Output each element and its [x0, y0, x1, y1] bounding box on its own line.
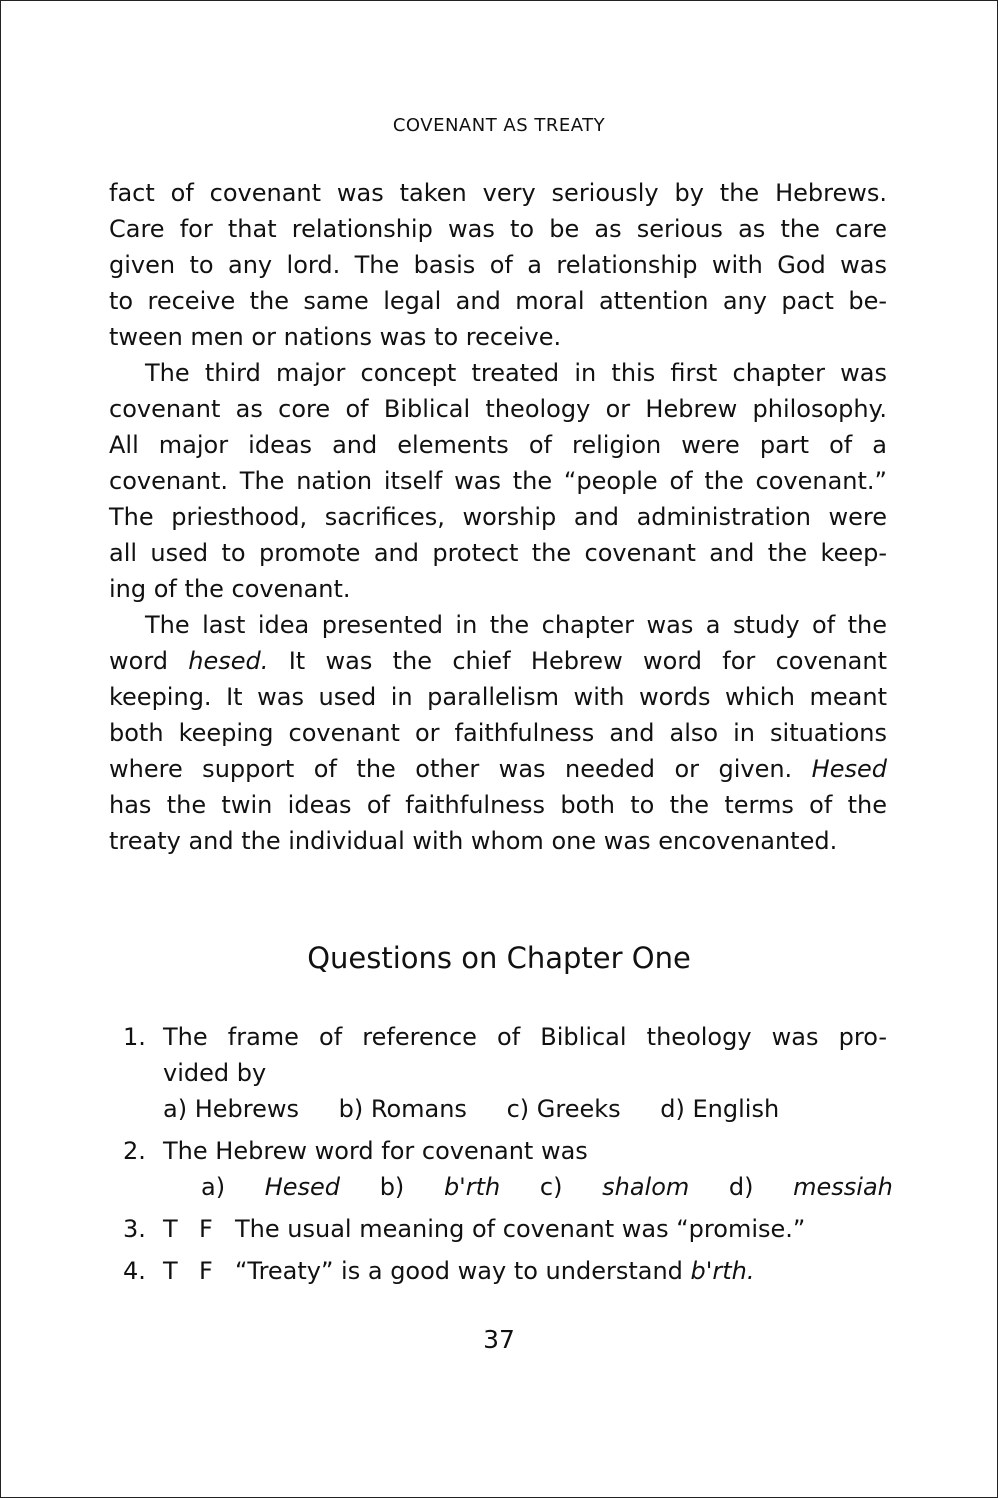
answer-choice: a) Hebrews [163, 1095, 299, 1123]
text-run: It was the chief Hebrew word for covenant [268, 647, 887, 675]
text-line: has the twin ideas of faithfulness both to the terms of the [109, 791, 887, 819]
answer-choice [201, 1173, 340, 1201]
question-item [123, 1133, 887, 1169]
text-line: All major ideas and elements of religion were part of a [109, 431, 887, 459]
italic-term: Hesed [811, 755, 887, 783]
question-text: The frame of reference of Biblical theology was pro- [163, 1023, 887, 1051]
statement: The usual meaning of covenant was “promise.” [235, 1215, 806, 1243]
paragraph-3 [109, 607, 887, 859]
answer-choice [729, 1173, 893, 1201]
question-text: vided by [163, 1059, 267, 1087]
paragraph-1 [109, 175, 887, 355]
text-line: given to any lord. The basis of a relationship with God was [109, 251, 887, 279]
question-number: 3. [123, 1215, 146, 1243]
italic-term: hesed. [188, 647, 269, 675]
answer-choices [123, 1169, 893, 1205]
choice-word: shalom [602, 1173, 690, 1201]
text-line: The last idea presented in the chapter was a study of the [145, 611, 887, 639]
text-line: covenant. The nation itself was the “people of the covenant.” [109, 467, 887, 495]
text-run: where support of the other was needed or given. [109, 755, 812, 783]
answer-choice: d) English [660, 1095, 780, 1123]
question-body [163, 1133, 887, 1169]
paragraph-2 [109, 355, 887, 607]
question-number: 2. [123, 1137, 146, 1165]
answer-choice: c) Greeks [506, 1095, 621, 1123]
choice-letter: c) [539, 1173, 563, 1201]
text-line: Care for that relationship was to be as serious as the care [109, 215, 887, 243]
question-text [163, 1253, 887, 1289]
answer-choice: b) Romans [338, 1095, 467, 1123]
question-text [163, 1211, 887, 1247]
choice-letter: a) [201, 1173, 226, 1201]
text-line: covenant as core of Biblical theology or Hebrew philosophy. [109, 395, 887, 423]
body-text [109, 175, 887, 859]
answer-choices [123, 1091, 887, 1127]
running-head: COVENANT AS TREATY [392, 115, 606, 136]
text-line: ing of the covenant. [109, 575, 351, 603]
text-line: treaty and the individual with whom one was encovenanted. [109, 827, 838, 855]
text-run: word [109, 647, 189, 675]
question-text: The Hebrew word for covenant was [163, 1137, 588, 1165]
question-item [123, 1019, 887, 1091]
question-body [163, 1253, 887, 1289]
choice-word: messiah [793, 1173, 893, 1201]
text-line: fact of covenant was taken very seriously by the Hebrews. [109, 179, 887, 207]
question-item [123, 1211, 887, 1247]
questions-list [123, 1019, 893, 1289]
answer-choice [540, 1173, 689, 1201]
choice-word: b'rth [443, 1173, 501, 1201]
text-line: tween men or nations was to receive. [109, 323, 562, 351]
choice-letter: b) [379, 1173, 405, 1201]
answer-choice [380, 1173, 501, 1201]
text-line: keeping. It was used in parallelism with words which meant [109, 683, 887, 711]
statement: “Treaty” is a good way to understand [235, 1257, 691, 1285]
choice-word: Hesed [264, 1173, 341, 1201]
text-line: all used to promote and protect the covenant and the keep- [109, 539, 887, 567]
question-number: 4. [123, 1257, 146, 1285]
question-number: 1. [123, 1023, 146, 1051]
question-body [163, 1211, 887, 1247]
italic-term: b'rth. [690, 1257, 755, 1285]
true-option: T [163, 1257, 178, 1285]
text-line: to receive the same legal and moral attention any pact be- [109, 287, 887, 315]
true-option: T [163, 1215, 178, 1243]
false-option: F [199, 1257, 213, 1285]
text-line [109, 751, 887, 787]
question-item [123, 1253, 887, 1289]
choice-letter: d) [728, 1173, 754, 1201]
text-line: The third major concept treated in this first chapter was [145, 359, 887, 387]
text-line: The priesthood, sacrifices, worship and administration were [109, 503, 887, 531]
questions-heading: Questions on Chapter One [307, 941, 691, 975]
question-body [163, 1019, 887, 1091]
page-number: 37 [483, 1325, 515, 1354]
text-line: both keeping covenant or faithfulness and also in situations [109, 719, 887, 747]
text-line [109, 643, 887, 679]
false-option: F [199, 1215, 213, 1243]
